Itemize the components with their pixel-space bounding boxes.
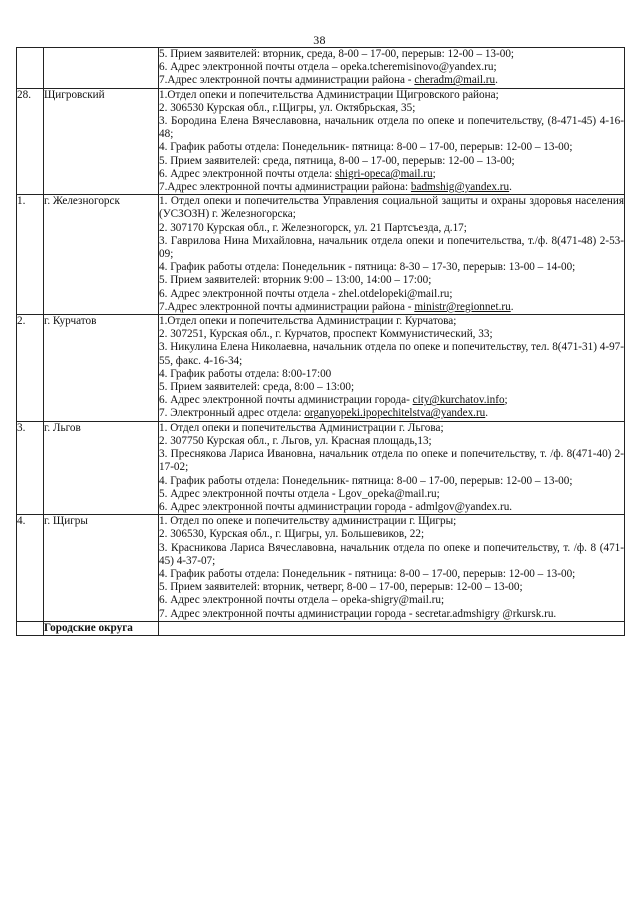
- info-line-text: 7.Адрес электронной почты администрации района -: [159, 300, 415, 313]
- section-title: Городские округа: [44, 621, 159, 635]
- info-line-text: 5. Прием заявителей: вторник 9:00 – 13:00, 14:00 – 17:00;: [159, 274, 432, 287]
- info-line: [159, 235, 624, 261]
- info-line-text: 5. Прием заявителей: вторник, среда, 8-00 – 17-00, перерыв: 12-00 – 13-00;: [159, 48, 515, 60]
- info-line-text: 7.Адрес электронной почты администрации района:: [159, 181, 411, 194]
- info-line-text: 7. Адрес электронной почты администрации города - secretar.admshigry @rkursk.ru.: [159, 607, 557, 620]
- info-line-text: 4. График работы отдела: 8:00-17:00: [159, 367, 332, 380]
- row-number-cell: 28.: [17, 88, 44, 195]
- info-line: [159, 181, 624, 194]
- info-line-text: 2. 307170 Курская обл., г. Железногорск, ул. 21 Партсъезда, д.17;: [159, 221, 467, 234]
- info-line: [159, 501, 624, 514]
- info-line-text: 4. График работы отдела: Понедельник - пятница: 8-30 – 17-30, перерыв: 13-00 – 14-00;: [159, 261, 576, 274]
- info-line-suffix: ;: [432, 167, 436, 180]
- email-link[interactable]: shigri-opeca@mail.ru: [334, 167, 433, 180]
- info-line: [159, 341, 624, 367]
- info-line: [159, 422, 624, 435]
- info-line-suffix: .: [495, 74, 498, 87]
- info-line: [159, 155, 624, 168]
- info-line-suffix: ;: [504, 394, 508, 407]
- info-line-text: 1. Отдел по опеке и попечительству администрации г. Щигры;: [159, 515, 457, 528]
- info-line: [159, 448, 624, 474]
- info-line-text: 6. Адрес электронной почты отдела - zhel.otdelopeki@mail.ru;: [159, 287, 453, 300]
- registry-table: [16, 47, 625, 636]
- info-line: [159, 195, 624, 221]
- info-line-text: 2. 306530, Курская обл., г. Щигры, ул. Большевиков, 22;: [159, 528, 425, 541]
- registry-table-body: [17, 48, 625, 636]
- info-line-text: 6. Адрес электронной почты отдела:: [159, 167, 335, 180]
- info-line: [159, 315, 624, 328]
- info-line: [159, 89, 624, 102]
- info-line: [159, 168, 624, 181]
- info-line: [159, 48, 624, 61]
- district-name-cell: г. Курчатов: [44, 315, 159, 422]
- info-line: [159, 274, 624, 287]
- row-number-cell: 1.: [17, 195, 44, 315]
- table-row: [17, 421, 625, 514]
- info-line: [159, 528, 624, 541]
- info-line-text: 4. График работы отдела: Понедельник- пятница: 8-00 – 17-00, перерыв: 12-00 – 13-00;: [159, 141, 573, 154]
- info-line: [159, 261, 624, 274]
- email-link[interactable]: city@kurchatov.info: [412, 394, 505, 407]
- contact-info-cell: [159, 48, 625, 89]
- info-line: [159, 328, 624, 341]
- info-line-text: 3. Красникова Лариса Вячеславовна, начальник отдела по опеке и попечительству, т. /ф. 8 (471-45) 4-37-07;: [159, 541, 624, 567]
- info-line-text: 4. График работы отдела: Понедельник - пятница: 8-00 – 17-00, перерыв: 12-00 – 13-00;: [159, 567, 576, 580]
- info-line-suffix: .: [485, 407, 489, 420]
- info-line: [159, 542, 624, 568]
- district-name-cell: Щигровский: [44, 88, 159, 195]
- section-row: [17, 621, 625, 635]
- info-line-text: 5. Адрес электронной почты отдела - Lgov_opeka@mail.ru;: [159, 487, 440, 500]
- row-number-cell: 2.: [17, 315, 44, 422]
- info-line-suffix: .: [509, 181, 512, 194]
- contact-info-cell: [159, 421, 625, 514]
- info-line-text: 3. Преснякова Лариса Ивановна, начальник отдела по опеке и попечительству, т. /ф. 8(471-40) 2-17-02;: [159, 448, 624, 474]
- contact-info-cell: [159, 88, 625, 195]
- table-row: [17, 48, 625, 89]
- info-line-text: 1.Отдел опеки и попечительства Администрации Щигровского района;: [159, 88, 499, 101]
- district-name-cell: г. Льгов: [44, 421, 159, 514]
- info-line-text: 6. Адрес электронной почты отдела – opeka.tcheremisinovo@yandex.ru;: [159, 61, 497, 74]
- info-line-text: 4. График работы отдела: Понедельник- пятница: 8-00 – 17-00, перерыв: 12-00 – 13-00;: [159, 474, 573, 487]
- district-name-cell: г. Щигры: [44, 515, 159, 622]
- info-line-text: 1. Отдел опеки и попечительства Администрации г. Льгова;: [159, 421, 444, 434]
- info-line-text: 5. Прием заявителей: среда, пятница, 8-00 – 17-00, перерыв: 12-00 – 13-00;: [159, 154, 515, 167]
- email-link[interactable]: cheradm@mail.ru: [414, 74, 496, 87]
- district-name-cell: [44, 48, 159, 89]
- email-link[interactable]: badmshig@yandex.ru: [410, 181, 510, 194]
- info-line: [159, 381, 624, 394]
- email-link[interactable]: ministr@regionnet.ru: [414, 300, 511, 313]
- page-number: 38: [313, 33, 326, 47]
- info-line: [159, 568, 624, 581]
- row-number-cell: 3.: [17, 421, 44, 514]
- info-line: [159, 407, 624, 420]
- info-line: [159, 394, 624, 407]
- district-name-cell: г. Железногорск: [44, 195, 159, 315]
- info-line: [159, 608, 624, 621]
- info-line-text: 3. Бородина Елена Вячеславовна, начальник отдела по опеке и попечительству, (8-471-45) 4-16-48;: [159, 115, 624, 141]
- row-number-cell: [17, 621, 44, 635]
- contact-info-cell: [159, 195, 625, 315]
- contact-info-cell: [159, 515, 625, 622]
- info-line-text: 3. Гаврилова Нина Михайловна, начальник отдела опеки и попечительства, т./ф. 8(471-48) 2-53-09;: [159, 234, 624, 261]
- info-line-suffix: .: [510, 300, 514, 313]
- info-line-text: 3. Никулина Елена Николаевна, начальник отдела по опеке и попечительству, тел. 8(471-31) 4-97-55, факс. 4-16-34;: [159, 341, 624, 367]
- info-line: [159, 515, 624, 528]
- info-line: [159, 141, 624, 154]
- info-line-text: 6. Адрес электронной почты администрации города - admlgov@yandex.ru.: [159, 500, 513, 513]
- info-line: [159, 102, 624, 115]
- row-number-cell: 4.: [17, 515, 44, 622]
- info-line: [159, 488, 624, 501]
- info-line-text: 6. Адрес электронной почты администрации города-: [159, 394, 413, 407]
- info-line-text: 2. 306530 Курская обл., г.Щигры, ул. Октябрьская, 35;: [159, 101, 416, 114]
- info-line: [159, 288, 624, 301]
- info-line-text: 5. Прием заявителей: вторник, четверг, 8-00 – 17-00, перерыв: 12-00 – 13-00;: [159, 581, 523, 594]
- table-row: [17, 88, 625, 195]
- info-line-text: 7. Электронный адрес отдела:: [159, 407, 305, 420]
- table-row: [17, 315, 625, 422]
- info-line-text: 1. Отдел опеки и попечительства Управления социальной защиты и охраны здоровья населения (УСЗОЗН) г. Железногорска;: [159, 195, 624, 221]
- contact-info-cell: [159, 621, 625, 635]
- info-line: [159, 74, 624, 87]
- info-line: [159, 222, 624, 235]
- info-line-text: 2. 307251, Курская обл., г. Курчатов, проспект Коммунистический, 33;: [159, 328, 493, 341]
- info-line: [159, 368, 624, 381]
- email-link[interactable]: organyopeki.ipopechitelstva@yandex.ru: [304, 407, 486, 420]
- info-line: [159, 61, 624, 74]
- info-line: [159, 301, 624, 314]
- table-row: [17, 195, 625, 315]
- info-line-text: 2. 307750 Курская обл., г. Льгов, ул. Красная площадь,13;: [159, 434, 432, 447]
- table-row: [17, 515, 625, 622]
- info-line-text: 6. Адрес электронной почты отдела – opeka-shigry@mail.ru;: [159, 594, 445, 607]
- info-line-text: 5. Прием заявителей: среда, 8:00 – 13:00;: [159, 381, 355, 394]
- contact-info-cell: [159, 315, 625, 422]
- row-number-cell: [17, 48, 44, 89]
- info-line: [159, 594, 624, 607]
- info-line: [159, 435, 624, 448]
- info-line-text: 1.Отдел опеки и попечительства Администрации г. Курчатова;: [159, 315, 457, 328]
- info-line: [159, 475, 624, 488]
- info-line: [159, 581, 624, 594]
- info-line: [159, 115, 624, 141]
- info-line-text: 7.Адрес электронной почты администрации района -: [159, 74, 415, 87]
